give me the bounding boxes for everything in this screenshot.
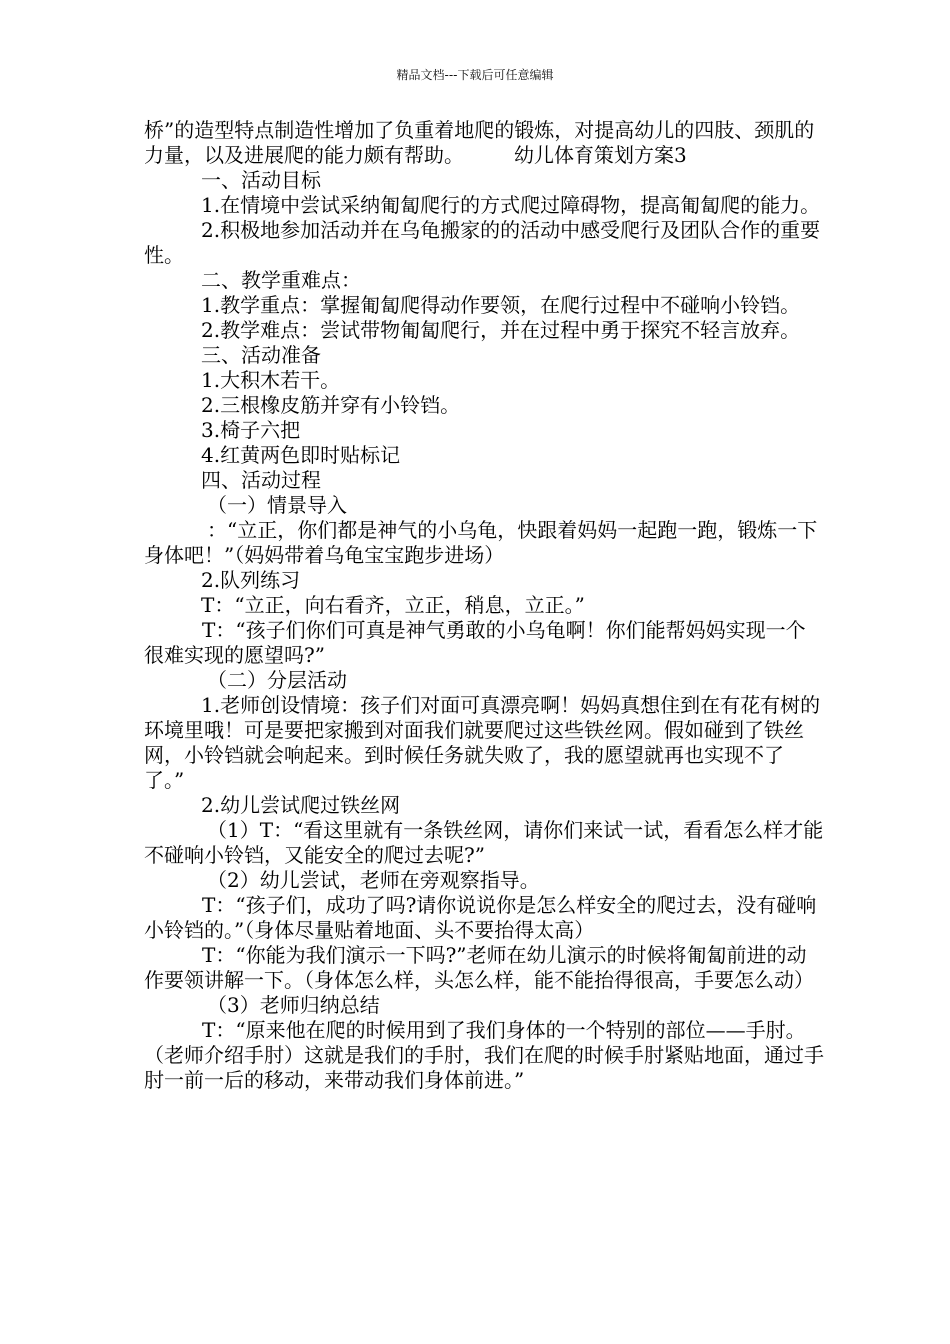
paragraph: T：“原来他在爬的时候用到了我们身体的一个特别的部位——手肘。（老师介绍手肘）这就是我们的手肘，我们在爬的时候手肘紧贴地面，通过手肘一前一后的移动，来带动我们身体前进。” [144,1018,824,1092]
paragraph: 桥”的造型特点制造性增加了负重着地爬的锻炼，对提高幼儿的四肢、颈肌的力量，以及进展爬的能力颇有帮助。 幼儿体育策划方案3 [144,118,815,167]
paragraph: T：“孩子们，成功了吗?请你说说你是怎么样安全的爬过去，没有碰响小铃铛的。”（身体尽量贴着地面、头不要抬得太高） [144,893,817,942]
subsection-heading: （一）情景导入 [207,493,347,517]
paragraph: 2.队列练习 [201,568,301,592]
paragraph: （2）幼儿尝试，老师在旁观察指导。 [207,868,540,892]
paragraph: 2.幼儿尝试爬过铁丝网 [201,793,401,817]
paragraph: 1.大积木若干。 [201,368,341,392]
section-heading: 一、活动目标 [201,168,321,192]
section-heading: 二、教学重难点： [201,268,361,292]
paragraph: T：“立正，向右看齐，立正，稍息，立正。” [201,593,585,617]
paragraph: T：“孩子们你们可真是神气勇敢的小乌龟啊！你们能帮妈妈实现一个很难实现的愿望吗?” [144,618,806,667]
section-heading: 三、活动准备 [201,343,321,367]
paragraph: 2.积极地参加活动并在乌龟搬家的的活动中感受爬行及团队合作的重要性。 [144,218,821,267]
paragraph: （1）T：“看这里就有一条铁丝网，请你们来试一试，看看怎么样才能不碰响小铃铛，又能安全的爬过去呢?” [144,818,824,867]
paragraph: 4.红黄两色即时贴标记 [201,443,401,467]
paragraph: 3.椅子六把 [201,418,301,442]
subsection-heading: （二）分层活动 [207,668,347,692]
paragraph: 1.在情境中尝试采纳匍匐爬行的方式爬过障碍物，提高匍匐爬的能力。 [201,193,821,217]
page-header: 精品文档---下载后可任意编辑 [396,68,554,82]
paragraph: 1.老师创设情境：孩子们对面可真漂亮啊！妈妈真想住到在有花有树的环境里哦！可是要把家搬到对面我们就要爬过这些铁丝网。假如碰到了铁丝网，小铃铛就会响起来。到时候任务就失败了，我的愿望就再也实现不了了。” [144,693,821,792]
section-heading: 四、活动过程 [201,468,321,492]
document-body [144,118,824,1093]
paragraph: ：“立正，你们都是神气的小乌龟，快跟着妈妈一起跑一跑，锻炼一下身体吧！”（妈妈带着乌龟宝宝跑步进场） [144,518,818,567]
paragraph: 1.教学重点：掌握匍匐爬得动作要领，在爬行过程中不碰响小铃铛。 [201,293,801,317]
paragraph: 2.三根橡皮筋并穿有小铃铛。 [201,393,461,417]
paragraph: T：“你能为我们演示一下吗?”老师在幼儿演示的时候将匍匐前进的动作要领讲解一下。（身体怎么样，头怎么样，能不能抬得很高，手要怎么动） [144,943,814,992]
paragraph: 2.教学难点：尝试带物匍匐爬行，并在过程中勇于探究不轻言放弃。 [201,318,801,342]
subsection-heading: （3）老师归纳总结 [207,993,380,1017]
